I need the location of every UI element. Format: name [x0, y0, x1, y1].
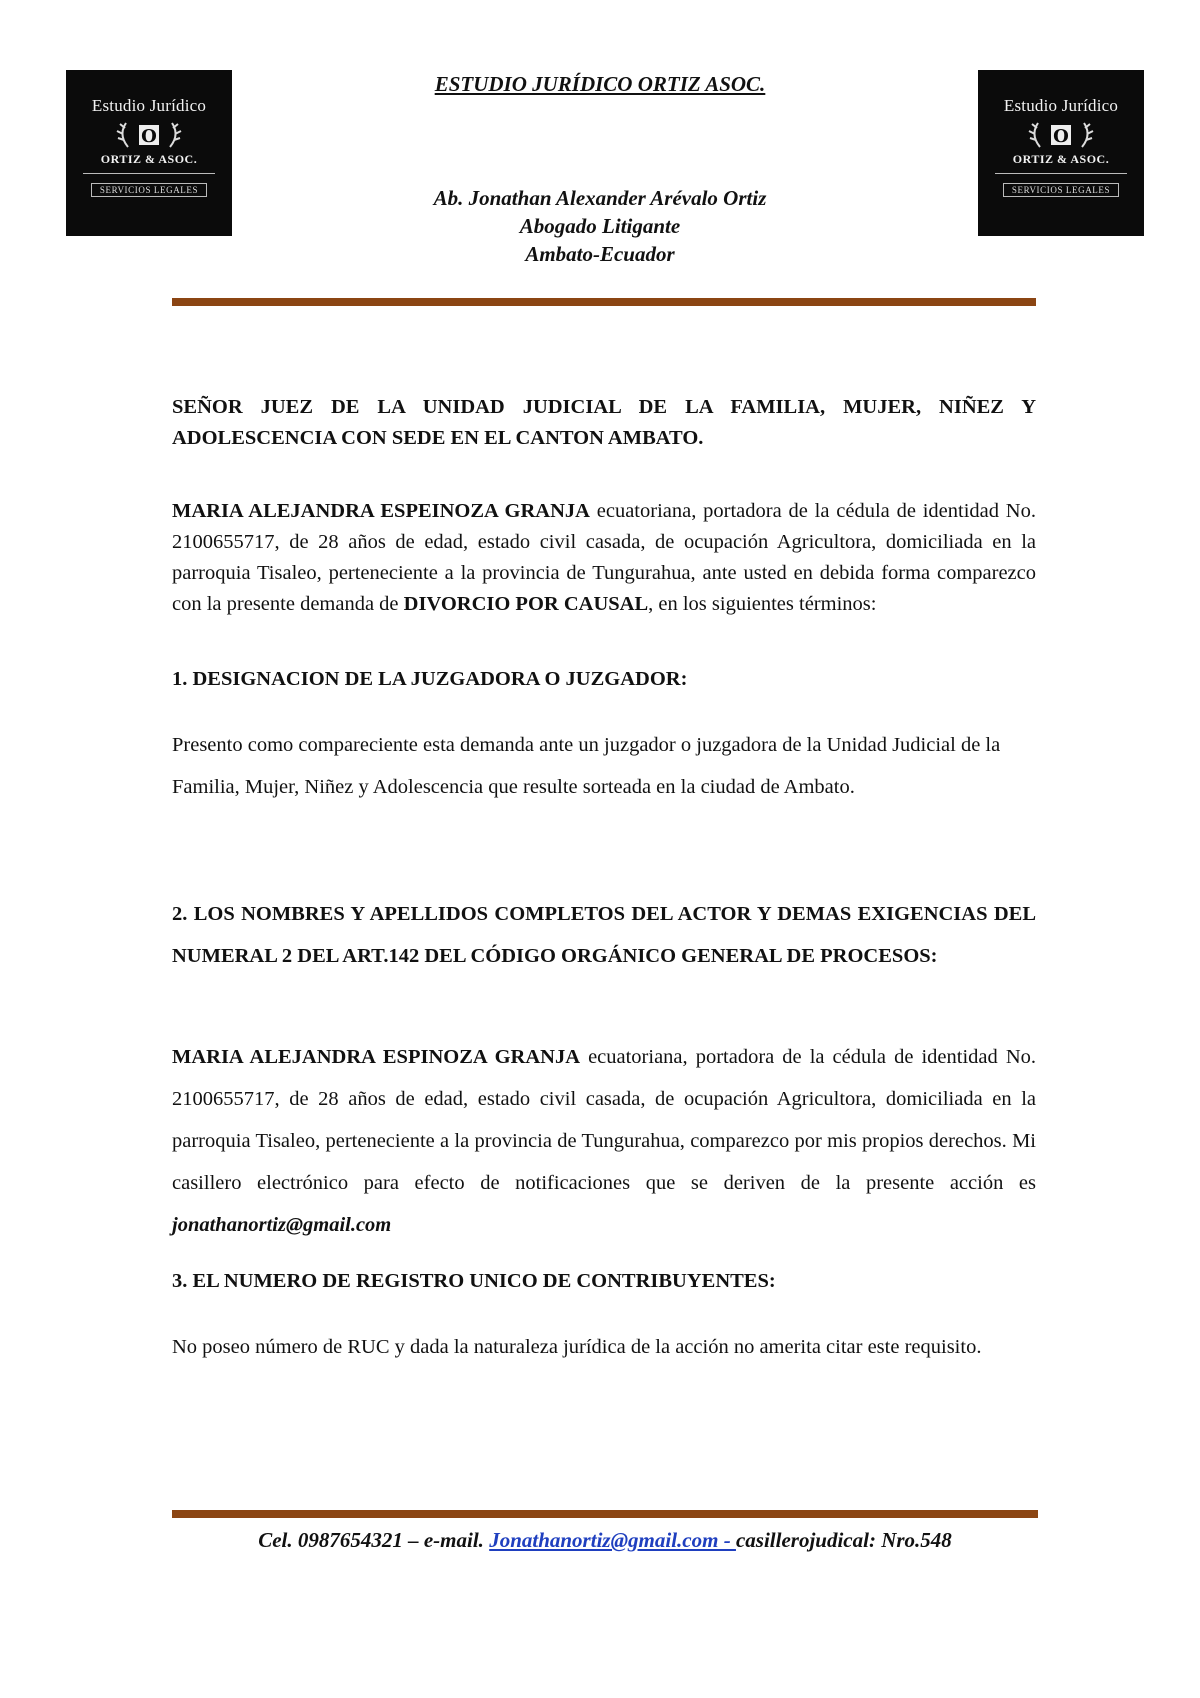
electronic-mailbox-email: jonathanortiz@gmail.com	[172, 1214, 392, 1236]
logo-subtitle: ORTIZ & ASOC.	[100, 152, 198, 166]
footer-casillero: casillerojudical: Nro.548	[735, 1528, 952, 1552]
footer-email-link[interactable]: Jonathanortiz@gmail.com -	[489, 1528, 736, 1552]
section-2-body: ecuatoriana, portadora de la cédula de identidad No. 2100655717, de 28 años de edad, estado civil casada, de ocupación Agricultora, domiciliada en la parroquia Tisaleo, perteneciente a la provincia de Tungurahua, comparezco por mis propios derechos. Mi casillero electrónico para efecto de notificaciones que se deriven de la presente acción es	[172, 1046, 1036, 1194]
intro-paragraph	[172, 496, 1036, 620]
lawyer-role: Abogado Litigante	[519, 214, 681, 238]
logo-title: Estudio Jurídico	[1003, 96, 1119, 115]
plaintiff-name: MARIA ALEJANDRA ESPEINOZA GRANJA	[172, 500, 590, 522]
section-1-heading: 1. DESIGNACION DE LA JUZGADORA O JUZGADOR:	[172, 668, 688, 690]
footer-divider	[172, 1510, 1038, 1518]
logo-subtitle: ORTIZ & ASOC.	[1012, 152, 1110, 166]
section-1-text: Presento como compareciente esta demanda ante un juzgador o juzgadora de la Unidad Judicial de la Familia, Mujer, Niñez y Adolescencia que resulte sorteada en la ciudad de Ambato.	[172, 734, 1001, 798]
intro-text-end: , en los siguientes términos:	[648, 593, 877, 615]
intro-text: ecuatoriana, portadora de la cédula de identidad No. 2100655717, de 28 años de edad, estado civil casada, de ocupación Agricultora, domiciliada en la parroquia Tisaleo, perteneciente a la provincia de Tungurahua, ante usted en debida forma comparezco con la presente demanda de	[172, 500, 1036, 615]
laurel-monogram-icon	[66, 120, 232, 150]
logo-title: Estudio Jurídico	[91, 96, 207, 115]
section-2-text	[172, 1036, 1036, 1246]
logo-monogram: O	[141, 126, 157, 147]
firm-name: ESTUDIO JURÍDICO ORTIZ ASOC.	[434, 72, 766, 96]
section-3-text: No poseo número de RUC y dada la naturaleza jurídica de la acción no amerita citar este requisito.	[172, 1336, 982, 1358]
plaintiff-name: MARIA ALEJANDRA ESPINOZA GRANJA	[172, 1046, 581, 1068]
header-divider	[172, 298, 1036, 306]
section-2-heading: 2. LOS NOMBRES Y APELLIDOS COMPLETOS DEL ACTOR Y DEMAS EXIGENCIAS DEL NUMERAL 2 DEL ART.142 DEL CÓDIGO ORGÁNICO GENERAL DE PROCESOS:	[172, 903, 1036, 967]
logo-monogram: O	[1053, 126, 1069, 147]
claim-type: DIVORCIO POR CAUSAL	[403, 593, 649, 615]
logo-tagline: SERVICIOS LEGALES	[1003, 183, 1119, 197]
section-3-heading: 3. EL NUMERO DE REGISTRO UNICO DE CONTRIBUYENTES:	[172, 1270, 776, 1292]
footer-phone: Cel. 0987654321 – e-mail.	[258, 1528, 490, 1552]
lawyer-location: Ambato-Ecuador	[525, 242, 675, 266]
addressee: SEÑOR JUEZ DE LA UNIDAD JUDICIAL DE LA FAMILIA, MUJER, NIÑEZ Y ADOLESCENCIA CON SEDE EN EL CANTON AMBATO.	[172, 396, 1036, 449]
logo-divider	[83, 173, 215, 174]
laurel-monogram-icon	[978, 120, 1144, 150]
logo-tagline: SERVICIOS LEGALES	[91, 183, 207, 197]
footer-contact	[0, 1528, 1200, 1553]
lawyer-block	[0, 184, 1200, 268]
lawyer-name: Ab. Jonathan Alexander Arévalo Ortiz	[433, 186, 767, 210]
logo-divider	[995, 173, 1127, 174]
